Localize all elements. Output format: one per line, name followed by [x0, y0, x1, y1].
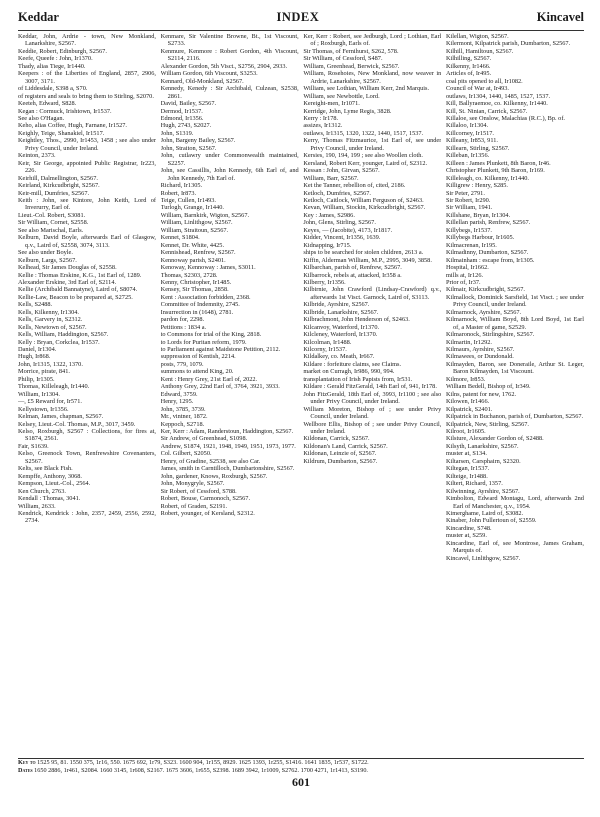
index-entry: William, Barnkirk, Wigton, S2567. [160, 211, 250, 219]
index-entry: Kessan : John, Girvan, S2567. [303, 167, 380, 175]
index-entry: Kidnapping, Ir715. [303, 241, 352, 249]
dates-label: Dates [18, 767, 33, 775]
index-entry: Kilpatrick, S2401. [445, 405, 493, 413]
index-entry: Robert, younger, of Kersland, S2312. [160, 510, 255, 517]
key-values: 1525 95, 81. 1550 375, 1r16, 550. 1675 692, 1r79, S323. 1600 904, 1r155, 8929. 1625 1393, 1r255, S1416. 1641 1835, 1r537, S1722. [37, 759, 369, 766]
index-entry: See also under Boyle. [18, 249, 73, 257]
index-entry: Kelburn, David Boyle, afterwards Earl of Glasgow, q.v., Laird of, S2558, 3074, 3113. [18, 234, 156, 249]
index-entry: —, £5 Reward for, Ir571. [18, 398, 82, 406]
header-first-entry: Keddar [18, 10, 59, 24]
index-entry: Christopher Plunkett, 9th Baron, Ir169. [445, 167, 545, 175]
index-entry: Thomas, Killeleagh, Ir1440. [18, 383, 90, 391]
index-entry: Keddie, Robert, Edinburgh, S2567. [18, 47, 107, 55]
index-entry: Killeleagh, co. Kilkenny, Ir1440. [445, 174, 529, 182]
index-entry: Kiltarsen, Carsphairn, S2320. [445, 457, 521, 465]
index-entry: William, Straitoun, S2567. [160, 226, 229, 234]
index-entry: Killellan parish, Renfrew, S2567. [445, 219, 531, 227]
index-entry: Kilmartin, Ir1292. [445, 338, 492, 346]
index-entry: John FitzGerald, 18th Earl of, 3993, Ir1100 ; see also under Privy Council, under Ireland. [303, 390, 442, 406]
index-entry: Mr., vintner, 1872. [160, 413, 208, 421]
index-entry: Kilbride, Ayrshire, S2567. [303, 301, 370, 309]
index-entry: Kill, Ballyraemoe, co. Kilkenny, Ir1440. [445, 100, 548, 108]
index-entry: Richard, Ir1305. [160, 182, 203, 190]
page-number: 601 [292, 775, 310, 790]
index-entry: Kellie : Thomas Erskine, K.G., 1st Earl of, 1289. [18, 271, 142, 279]
index-entry: Kilbrachmont, John Henderson of, S2463. [303, 316, 410, 324]
index-entry: Killigrew : Henry, S285. [445, 182, 508, 190]
index-entry: Kilwinning, Ayrshire, S2567. [445, 487, 520, 495]
index-entry: Kilmaurs, Ayrshire, S2567. [445, 346, 515, 354]
index-entry: Kilmawees, or Dundonald. [445, 353, 514, 361]
index-entry: Kellie-Law, Beacon to be prepared at, S2725. [18, 293, 133, 301]
index-entry: Kennet, Dr. White, 4425. [160, 241, 225, 249]
index-entry: Thomas, S2303, 2728. [160, 271, 218, 279]
index-column-1 [18, 33, 156, 755]
index-entry: Kilbarrock, rebels at, attacked, Ir358 a. [303, 271, 402, 279]
index-entry: Daniel, Ir1304. [18, 346, 57, 354]
index-entry: Kilmacrenan, Ir195. [445, 241, 497, 249]
index-entry: Petitions : 1834 a. [160, 323, 207, 331]
index-entry: Sir Thomas, of Fernihurst, S262, 578. [303, 47, 399, 55]
index-entry: Kendrick, Kendrick : John, 2357, 2459, 2556, 2592, 2734. [18, 510, 156, 525]
index-entry: Kells, William, Haddington, S2567. [18, 331, 109, 339]
index-entry: outlaws, Ir1315, 1320, 1322, 1440, 1517, 1537. [303, 129, 424, 137]
index-entry: Keirland, Kirkcudbright, S2567. [18, 182, 100, 190]
index-entry: Kilmaronock, Stirlingshire, S2567. [445, 331, 535, 339]
header-title: INDEX [276, 10, 320, 24]
index-entry: Ken Church, 2763. [18, 487, 66, 495]
index-entry: Kilcanvoy, Waterford, Ir1370. [303, 323, 380, 331]
index-entry: Kildrum, Dumbarton, S2567. [303, 457, 378, 465]
index-entry: Kelly : Bryan, Corkclea, Ir1537. [18, 338, 100, 346]
index-entry: Henry, of Gradine, S2538, see also Car. [160, 457, 261, 465]
index-entry: Kilsyth, Lanarkshire, S2567. [445, 442, 519, 450]
index-entry: muster at, S134. [445, 450, 487, 458]
index-entry: Kellie (Archibald Bannatyne), Laird of, S8074. [18, 286, 138, 294]
index-entry: Keir-mill, Dumfries, S2567. [18, 189, 90, 197]
index-column-2 [161, 33, 299, 755]
index-entry: Kildare : forfeiture claims, see Claims. [303, 360, 402, 368]
index-entry: Kilmayden, Baron, see Doneraile, Arthur St. Leger, Baron Kilmayden, 1st Viscount. [445, 360, 584, 376]
index-entry: Ker, Kerr : Adam, Randerstoun, Haddington, S2567. [160, 428, 294, 436]
index-entry: Kerridge, John, Lyme Regis, 3828. [303, 107, 392, 115]
index-entry: Kelhead, Sir James Douglas of, S2558. [18, 264, 117, 272]
index-entry: Council of War at, Ir493. [445, 85, 509, 93]
index-entry: Kennard, Old-Monkland, S2567. [160, 77, 244, 85]
index-entry: to Commons for trial of the King, 2818. [160, 331, 262, 339]
index-entry: Kinaber, John Fullertoun of, S2559. [445, 517, 537, 525]
index-entry: to Parliament against Maidstone Petition, 2112. [160, 346, 281, 354]
index-entry: William, Greenhead, Berwick, S2567. [303, 62, 400, 70]
index-entry: Kincavel, Linlithgow, S2567. [445, 554, 521, 562]
index-entry: Kenmure, Kenmore : Robert Gordon, 4th Viscount, S2114, 2116. [160, 47, 299, 63]
index-entry: Kilbirnie, John Crawford (Lindsay-Crawford) q.v., afterwards 1st Visct. Garnock, Laird of, S3113. [303, 286, 442, 301]
index-entry: Kilberry, Ir1356. [303, 278, 346, 286]
index-entry: Kilowen, Ir1466. [445, 398, 490, 406]
dates-values: 1650 2886, 1r461, S2084. 1660 3145, 1r608, S2167. 1675 3606, 1r655, S2398. 1689 3942, 1r1009, S2762. 1700 4271, 1r1413, S3190. [34, 767, 368, 775]
index-entry: Articles of, Ir495. [445, 70, 492, 78]
index-entry: John, gardener, Knows, Roxburgh, S2567. [160, 472, 268, 480]
index-entry: Teige, Cullen, Ir1493. [160, 196, 216, 204]
index-entry: Sir Andrew, of Greenhead, S1098. [160, 435, 248, 443]
index-entry: Sir Robert, of Cessford, S788. [160, 487, 237, 495]
index-entry: Edmond, Ir1356. [160, 114, 204, 122]
index-entry: Hugh, 2743, S2027. [160, 122, 212, 130]
index-entry: Kildonan, Leinzie of, S2567. [303, 450, 377, 458]
index-entry: Kimbolton, Edward Montagu, Lord, afterwards 2nd Earl of Manchester, q.v., 1954. [445, 495, 584, 510]
index-entry: Kereight-men, Ir1071. [303, 100, 360, 108]
index-entry: Kenny, Christopher, Ir1485. [160, 278, 232, 286]
index-entry: Kilmallock, Dominick Sarsfield, 1st Visct. ; see under Privy Council, under Ireland. [445, 293, 584, 309]
index-entry: Keir, Sir George, appointed Public Registrar, Ir223, 226. [18, 159, 156, 175]
index-entry: Kegan : Cormuck, Irishtown, Ir1537. [18, 107, 112, 115]
index-entry: William, see Newbottle, Lord. [303, 92, 380, 100]
index-entry: Kensey, Sir Thomas, 2858. [160, 286, 229, 294]
index-entry: pardon for, 2298. [160, 316, 205, 324]
index-entry: Kill, St. Ninian, Carrick, S2567. [445, 107, 528, 115]
index-entry: coal pits opened to all, Ir1082. [445, 77, 523, 85]
index-entry: John, Bargeny Bailey, S2567. [160, 137, 236, 145]
index-entry: Killshane, Bryan, Ir1304. [445, 211, 511, 219]
index-entry: Keinton, 2373. [18, 152, 56, 160]
index-entry: Ketloch, Caitlock, William Ferguson of, S2463. [303, 196, 424, 204]
index-entry: Ket the Tanner, rebellion of, cited, 2186. [303, 182, 406, 190]
key-line [18, 759, 584, 767]
index-entry: Kincardine, Earl of, see Montrose, James Graham, Marquis of. [445, 539, 584, 555]
index-entry: Kersies, 190, 194, 199 ; see also Woollen cloth. [303, 152, 424, 160]
index-entry: John, see Cassillis, John Kennedy, 6th Earl of, and John Kennedy, 7th Earl of. [160, 167, 299, 182]
index-entry: Kevan, William, Stockin, Kirkcudbright, S2567. [303, 204, 426, 212]
index-entry: of registers and seals to bring them to Stirling, S2070. [18, 92, 154, 100]
index-entry: Kells, Garvery in, S2312. [18, 316, 83, 324]
index-entry: Keightley, Thos., 2990, Ir1453, 1458 ; see also under Privy Council, under Ireland. [18, 137, 156, 152]
index-entry: muster at, S259. [445, 532, 487, 540]
index-entry: John, S1319. [160, 129, 194, 137]
index-entry: Alexander Erskine, 3rd Earl of, S2114. [18, 278, 117, 286]
index-entry: Thady, alias Tiege, Ir1440. [18, 62, 86, 70]
index-entry: Wellbore Ellis, Bishop of ; see under Privy Council, under Ireland. [303, 420, 442, 436]
index-entry: Kilhilling, S2567. [445, 55, 492, 63]
index-entry: Keith : John, see Kintore, John Keith, Lord of Inverurry, Earl of. [18, 196, 156, 212]
index-entry: Kennet, S1804. [160, 234, 200, 242]
index-entry: summons to attend King, 20. [160, 368, 234, 376]
index-entry: mills at, Ir126. [445, 271, 484, 279]
index-entry: Kilellan, Wigton, S2567. [445, 33, 509, 40]
index-entry: William Bedell, Bishop of, Ir349. [445, 383, 531, 391]
index-entry: Kiltert, Richard, 1357. [445, 480, 503, 488]
index-entry: Kells, Kilkenny, Ir1304. [18, 308, 79, 316]
index-entry: Anthony Grey, 22nd Earl of, 3764, 3921, 3933. [160, 383, 280, 391]
index-entry: Morrice, pirate, 841. [18, 368, 70, 376]
index-entry: William, 2633. [18, 502, 56, 510]
index-entry: John, Straiton, S2567. [160, 144, 217, 152]
index-entry: Killcorney, Ir1517. [445, 129, 494, 137]
index-entry: Kendall : Thomas, 3041. [18, 495, 81, 503]
index-entry: Kiffin, Alderman William, M.P., 2995, 3049, 3858. [303, 256, 432, 264]
index-entry: Sir William, 1941. [445, 204, 493, 212]
index-entry: Henry, 1295. [160, 398, 194, 406]
index-entry: Insurrection in (1648), 2781. [160, 308, 234, 316]
index-entry: Killeen : James Plunkett, 8th Baron, Ir46. [445, 159, 551, 167]
index-entry: Kilbarchan, parish of, Renfrew, S2567. [303, 264, 402, 272]
index-entry: Kilmarnock, William Boyd, 8th Lord Boyd, 1st Earl of, a Master of game, S2529. [445, 316, 584, 331]
index-entry: Kersland, Robert Kerr, younger, Laird of, S2312. [303, 159, 428, 167]
index-entry: Kenmare, Sir Valentine Browne, Bt., 1st Viscount, S2733. [160, 33, 299, 48]
index-entry: Kilermont, Kilpatrick parish, Dumbarton, S2567. [445, 40, 571, 48]
index-entry: Keirhill, Dalmellington, S2567. [18, 174, 98, 182]
index-entry: John, Glens, Stirling, S2567. [303, 219, 376, 227]
index-entry: Edward, 3759. [160, 390, 198, 398]
index-entry: Kerry : Ir178. [303, 114, 339, 122]
index-entry: Keppoch, S2718. [160, 420, 205, 428]
index-entry: Kilcolman, Ir1488. [303, 338, 352, 346]
index-entry: Kells, S2488. [18, 301, 53, 309]
index-entry: to Lords for Puritan reform, 1979. [160, 338, 247, 346]
index-entry: ships to be searched for stolen children, 2613 a. [303, 249, 424, 257]
index-entry: Kildonan, Carrick, S2567. [303, 435, 370, 443]
index-entry: Dermod, Ir1537. [160, 107, 203, 115]
index-entry: Kennoway parish, S2401. [160, 256, 226, 264]
index-entry: Sir Peter, 2791. [445, 189, 485, 197]
index-entry: Keefe, Queefe : John, Ir1370. [18, 55, 93, 63]
index-entry: Kilmarnock, Ayrshire, S2567. [445, 308, 522, 316]
index-entry: Sir William, of Cessford, S487. [303, 55, 383, 63]
index-entry: See also Marischal, Earls. [18, 226, 84, 234]
index-entry: Robert, Bouse, Carmonoch, S2567. [160, 495, 251, 503]
index-entry: Keddar, John, Ardrie - town, New Monkland, Lanarkshire, S2567. [18, 33, 156, 48]
index-entry: Sir William, Cornet, S2558. [18, 219, 89, 227]
index-entry: William, Rosehoies, New Monkland, now weaver in Ardrie, Lanarkshire, S2567. [303, 70, 442, 85]
index-entry: Kilmore, Ir853. [445, 375, 486, 383]
index-entry: William Moreton, Bishop of ; see under Privy Council, under Ireland. [303, 405, 442, 421]
index-entry: Kildonan's Land, Carrick, S2567. [303, 442, 388, 450]
index-entry: Lieut.-Col. Robert, S3081. [18, 211, 86, 219]
index-page [18, 10, 584, 790]
index-entry: William, Barr, S2567. [303, 174, 359, 182]
index-entry: Kilbride, Lanarkshire, S2567. [303, 308, 379, 316]
date-key-footer [18, 758, 584, 790]
index-entry: William, Linlithgow, S2567. [160, 219, 233, 227]
index-entry: Kilhill, Hamiltoun, S2567. [445, 47, 514, 55]
index-entry: Kells, Newtown of, S2567. [18, 323, 87, 331]
index-entry: Kilns, patent for new, 1762. [445, 390, 517, 398]
index-entry: Kelburn, Largs, S2567. [18, 256, 77, 264]
index-entry: Kelts, see Black Fish. [18, 465, 73, 473]
index-columns [18, 33, 584, 755]
index-entry: outlaws, Ir1304, 1440, 1485, 1527, 1537. [445, 92, 551, 100]
index-entry: Kenoway, Kennoway : James, S3011. [160, 264, 256, 272]
index-entry: Col. Gilbert, S2050. [160, 450, 212, 458]
index-entry: Ketloch, Dumfries, S2567. [303, 189, 371, 197]
index-entry: Keyes, — (Jacobite), 4173, Ir1817. [303, 226, 393, 234]
index-entry: assizes, Ir1312. [303, 122, 343, 130]
index-entry: Kelsey, Lieut.-Col. Thomas, M.P., 3017, 3459. [18, 420, 136, 428]
index-entry: See also O'Hagan. [18, 114, 65, 122]
index-entry: Prior of, Ir37. [445, 278, 481, 286]
index-entry: Philip, Ir1305. [18, 375, 55, 383]
index-entry: William Gordon, 6th Viscount, S3253. [160, 70, 258, 78]
index-entry: Kilsture, Alexander Gordon of, S2488. [445, 435, 544, 443]
index-entry: Committee of Indemnity, 2745. [160, 301, 240, 309]
index-entry: Robert, of Graden, S2191. [160, 502, 228, 510]
index-entry: Kilmadinny, Dumbarton, S2567. [445, 249, 529, 257]
index-entry: Kellystown, Ir1356. [18, 405, 69, 413]
index-entry: Kelso, Roxburgh, S2567 : Collections, for fires at, S1874, 2561. [18, 428, 156, 443]
index-entry: Kimerghame, Laird of, S3082. [445, 510, 524, 517]
index-column-3 [303, 33, 441, 755]
index-entry: William, Ir1304. [18, 390, 60, 398]
index-entry: Kincardine, S748. [445, 524, 492, 532]
index-column-4 [446, 33, 584, 755]
index-entry: John, Monygryle, S2567. [160, 480, 225, 488]
index-entry: suppression of Kentish, 2214. [160, 353, 236, 361]
index-entry: Hugh, Ir868. [18, 353, 51, 361]
index-entry: Kennishead, Renfrew, S2567. [160, 249, 236, 257]
index-entry: Kelso, Greenock Town, Renfrewshire Covenanters, S2567. [18, 450, 156, 465]
index-entry: Fair, S1639. [18, 442, 49, 450]
index-entry: transplantation of Irish Papists from, Ir531. [303, 375, 413, 383]
index-entry: John, Ir1315, 1322, 1370. [18, 360, 83, 368]
index-entry: Kilteige, Ir1488. [445, 472, 488, 480]
index-entry: Kilkenny, Ir1466. [445, 62, 491, 70]
index-entry: Kempson, Lieut.-Col., 2564. [18, 480, 91, 488]
index-entry: Sir Robert, Ir290. [445, 196, 491, 204]
dates-line [18, 767, 584, 775]
index-entry: Kilpatrick in Buchanon, parish of, Dumbarton, S2567. [445, 413, 584, 421]
index-entry: Kelman, James, chapman, S2567. [18, 413, 104, 421]
index-entry: Kilroot, Ir1605. [445, 428, 486, 436]
index-entry: Keepers : of the Liberties of England, 2857, 2906, 3007, 3171. [18, 70, 156, 85]
index-entry: John, cutlawry under Commonwealth maintained, S2257. [160, 152, 299, 167]
index-entry: John, 3785, 3739. [160, 405, 206, 413]
key-label: Key to [18, 759, 36, 766]
index-entry: Kidder, Vincent, Ir1356, 1639. [303, 234, 381, 242]
index-entry: Keighly, Teige, Shanakiel, Ir1517. [18, 129, 105, 137]
index-entry: posts, 779, 1079. [160, 360, 204, 368]
index-entry: Kilmair, Kirkcudbright, S2567. [445, 286, 525, 294]
index-entry: Turlogh, Grange, Ir1440. [160, 204, 224, 212]
index-entry: Robert, Ir873. [160, 189, 197, 197]
index-entry: Killeban, Ir1356. [445, 152, 490, 160]
index-entry: market on Curragh, Ir986, 990, 994. [303, 368, 395, 376]
index-entry: Keeteh, Edward, S828. [18, 100, 77, 108]
index-entry: Killaloo, Ir1304. [445, 122, 489, 130]
index-entry: William, see Lothian, William Kerr, 2nd Marquis. [303, 85, 430, 93]
header-rule [18, 30, 584, 31]
index-entry: Killeany, Ir853, 911. [445, 137, 498, 145]
index-entry: Kent : Association forbidden, 2368. [160, 293, 251, 301]
index-entry: Andrew, S1874, 1921, 1948, 1949, 1951, 1973, 1977. [160, 442, 296, 450]
index-entry: of Liddesdale, S398 a, S70. [18, 85, 88, 93]
index-entry: Kempffe, Anthony, 3068. [18, 472, 83, 480]
index-entry: Kilmainham : escape from, Ir1305. [445, 256, 535, 264]
header-last-entry: Kincavel [536, 10, 584, 24]
index-entry: Kildare : Gerald FitzGerald, 14th Earl of, 941, Ir178. [303, 383, 437, 391]
index-entry: James, smith in Carntilloch, Dumbartonshire, S2567. [160, 465, 295, 473]
index-entry: Key : James, S2986. [303, 211, 355, 219]
index-entry: Killybegs, Ir1537. [445, 226, 492, 234]
index-entry: Hospital, Ir1662. [445, 264, 489, 272]
index-entry: Ker, Kerr : Robert, see Jedburgh, Lord ; Lothian, Earl of ; Roxburgh, Earls of. [303, 33, 442, 48]
index-entry: Kilcorny, Ir1537. [303, 346, 347, 354]
index-entry: Killearn, Stirling, S2567. [445, 144, 510, 152]
index-entry: Keho, alias Coffee, Hugh, Farnane, Ir1527. [18, 122, 127, 130]
index-entry: David, Bailey, S2567. [160, 100, 217, 108]
index-entry: Kent : Henry Grey, 21st Earl of, 2022. [160, 375, 258, 383]
index-entry: Alexander Gordon, 5th Visct., S2756, 2904, 2933. [160, 62, 288, 70]
index-entry: Kildalkey, co. Meath, Ir667. [303, 353, 375, 361]
index-entry: Killybegs Harbour, Ir1605. [445, 234, 515, 242]
index-entry: Kilpatrick, New, Stirling, S2567. [445, 420, 529, 428]
index-entry: Kennedy, Kenedy : Sir Archibald, Culzean, S2538, 2861. [160, 85, 299, 100]
index-entry: Kilcleney, Waterford, Ir1370. [303, 331, 378, 339]
running-header [18, 10, 584, 28]
index-entry: Kiltegan, Ir1537. [445, 465, 490, 473]
index-entry: Kerry, Thomas Fitzmaurice, 1st Earl of, see under Privy Council, under Ireland. [303, 137, 442, 152]
index-entry: Killaloe, see Onslow, Malachias (R.C.), Bp. of. [445, 114, 566, 122]
